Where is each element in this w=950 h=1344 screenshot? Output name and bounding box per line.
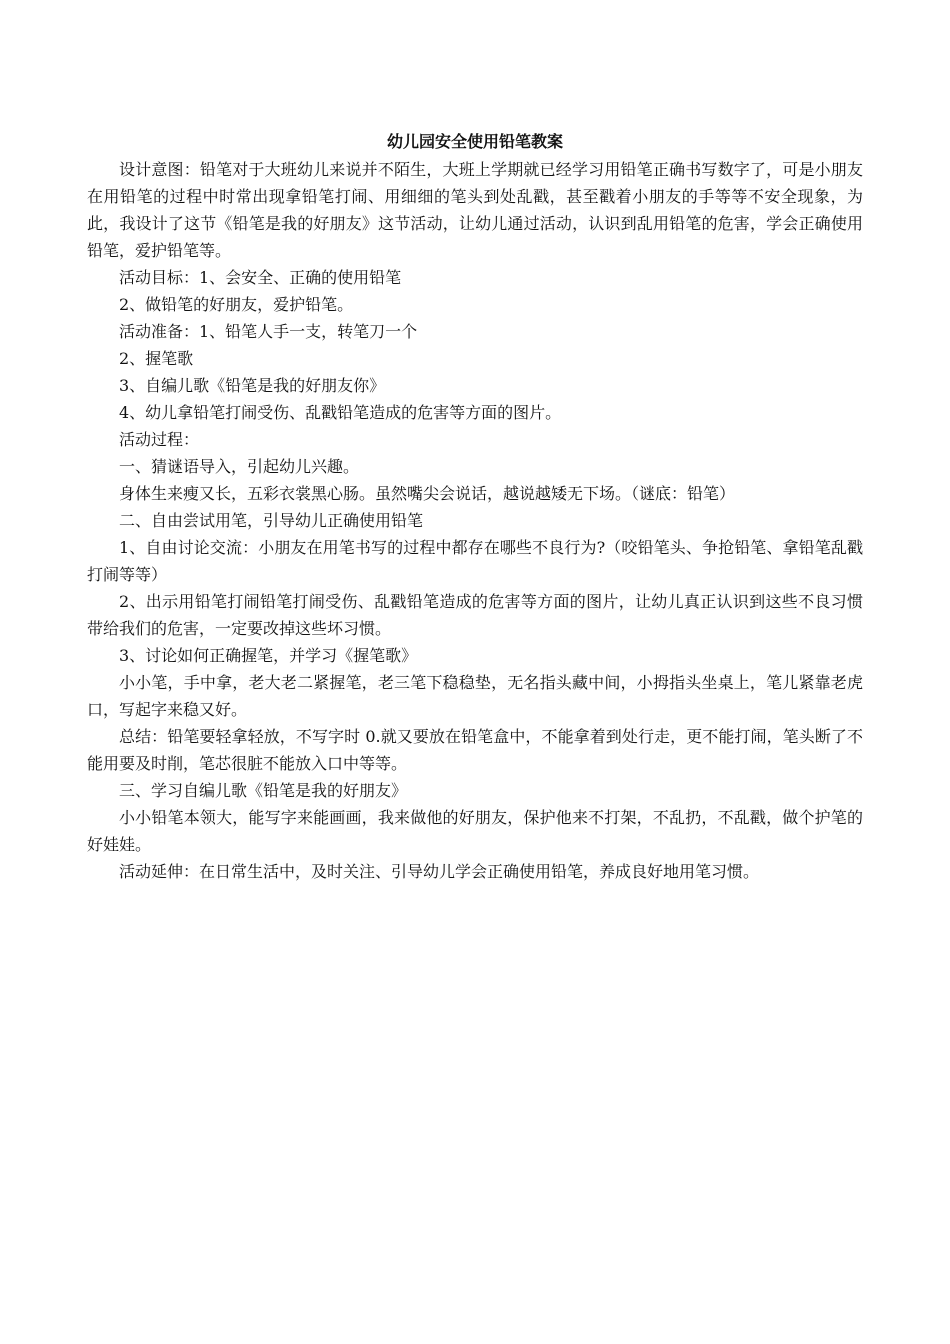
paragraph-step-2-1: 1、自由讨论交流：小朋友在用笔书写的过程中都存在哪些不良行为?（咬铅笔头、争抢铅笔、拿铅笔乱戳打闹等等） <box>87 538 863 584</box>
paragraph-goal-1: 活动目标：1、会安全、正确的使用铅笔 <box>119 268 402 287</box>
document-page <box>87 128 863 885</box>
paragraph-step-2: 二、自由尝试用笔，引导幼儿正确使用铅笔 <box>119 511 424 530</box>
document-title: 幼儿园安全使用铅笔教案 <box>386 132 563 151</box>
paragraph-prep-3: 3、自编儿歌《铅笔是我的好朋友你》 <box>119 376 386 395</box>
paragraph-prep-2: 2、握笔歌 <box>119 349 194 368</box>
paragraph-process-heading: 活动过程： <box>119 430 200 449</box>
paragraph-step-1: 一、猜谜语导入，引起幼儿兴趣。 <box>119 457 360 476</box>
paragraph-extension: 活动延伸：在日常生活中，及时关注、引导幼儿学会正确使用铅笔，养成良好地用笔习惯。 <box>119 862 760 881</box>
paragraph-summary: 总结：铅笔要轻拿轻放，不写字时 0.就又要放在铅笔盒中，不能拿着到处行走，更不能打闹，笔头断了不能用要及时削，笔芯很脏不能放入口中等等。 <box>87 727 863 773</box>
paragraph-step-3: 三、学习自编儿歌《铅笔是我的好朋友》 <box>119 781 408 800</box>
paragraph-riddle: 身体生来瘦又长，五彩衣裳黑心肠。虽然嘴尖会说话，越说越矮无下场。（谜底：铅笔） <box>119 484 736 503</box>
paragraph-step-2-2: 2、出示用铅笔打闹铅笔打闹受伤、乱戳铅笔造成的危害等方面的图片，让幼儿真正认识到这些不良习惯带给我们的危害，一定要改掉这些坏习惯。 <box>87 592 863 638</box>
paragraph-pencil-song: 小小铅笔本领大，能写字来能画画，我来做他的好朋友，保护他来不打架，不乱扔，不乱戳，做个护笔的好娃娃。 <box>87 808 863 854</box>
paragraph-goal-2: 2、做铅笔的好朋友，爱护铅笔。 <box>119 295 354 314</box>
paragraph-step-2-3: 3、讨论如何正确握笔，并学习《握笔歌》 <box>119 646 418 665</box>
paragraph-grip-song: 小小笔，手中拿，老大老二紧握笔，老三笔下稳稳垫，无名指头藏中间，小拇指头坐桌上，笔儿紧靠老虎口，写起字来稳又好。 <box>87 673 863 719</box>
paragraph-design-intent: 设计意图：铅笔对于大班幼儿来说并不陌生，大班上学期就已经学习用铅笔正确书写数字了，可是小朋友在用铅笔的过程中时常出现拿铅笔打闹、用细细的笔头到处乱戳，甚至戳着小朋友的手等等不安全现象，为此，我设计了这节《铅笔是我的好朋友》这节活动，让幼儿通过活动，认识到乱用铅笔的危害，学会正确使用铅笔，爱护铅笔等。 <box>87 160 863 260</box>
paragraph-prep-1: 活动准备：1、铅笔人手一支，转笔刀一个 <box>119 322 418 341</box>
paragraph-prep-4: 4、幼儿拿铅笔打闹受伤、乱戳铅笔造成的危害等方面的图片。 <box>119 403 562 422</box>
